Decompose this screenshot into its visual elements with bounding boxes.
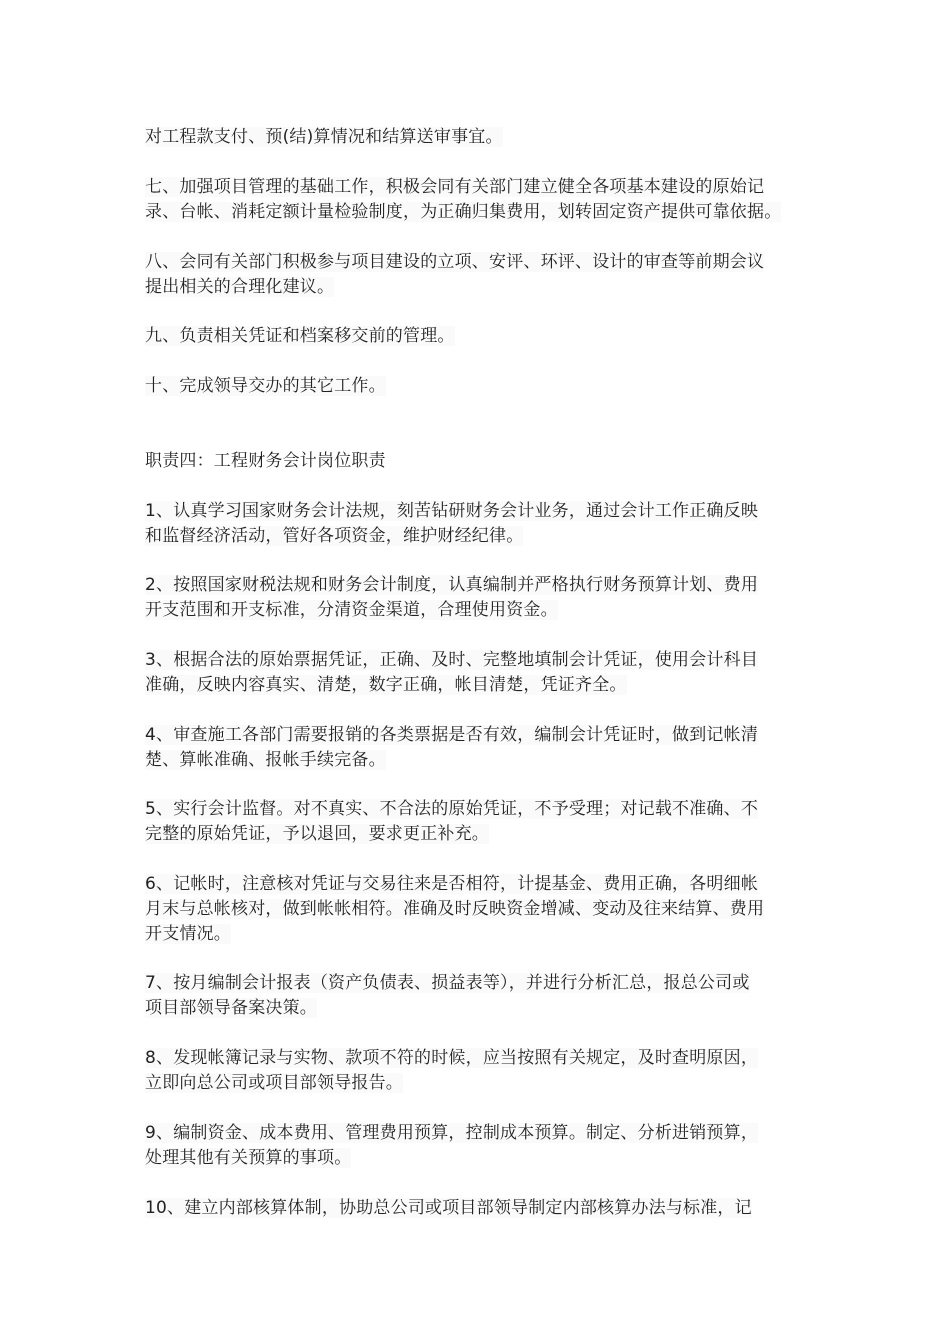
- text-line: 月末与总帐核对，做到帐帐相符。准确及时反映资金增减、变动及往来结算、费用: [145, 899, 765, 919]
- text-line: 十、完成领导交办的其它工作。: [145, 376, 386, 396]
- text-line: 八、会同有关部门积极参与项目建设的立项、安评、环评、设计的审查等前期会议: [145, 252, 765, 272]
- paragraph-top-1: [145, 175, 781, 225]
- paragraph-top-0: [145, 125, 503, 150]
- text-line: 3、根据合法的原始票据凭证，正确、及时、完整地填制会计凭证，使用会计科目: [145, 650, 759, 670]
- text-line: 立即向总公司或项目部领导报告。: [145, 1073, 403, 1093]
- text-line: 9、编制资金、成本费用、管理费用预算，控制成本预算。制定、分析进销预算，: [145, 1123, 759, 1143]
- text-line: 8、发现帐簿记录与实物、款项不符的时候，应当按照有关规定，及时查明原因，: [145, 1048, 759, 1068]
- paragraph-bottom-7: [145, 1046, 758, 1096]
- paragraph-bottom-3: [145, 723, 758, 773]
- text-line: 1、认真学习国家财务会计法规，刻苦钻研财务会计业务，通过会计工作正确反映: [145, 501, 759, 521]
- text-line: 楚、算帐准确、报帐手续完备。: [145, 750, 386, 770]
- text-line: 完整的原始凭证，予以退回，要求更正补充。: [145, 824, 489, 844]
- text-line: 6、记帐时，注意核对凭证与交易往来是否相符，计提基金、费用正确，各明细帐: [145, 874, 759, 894]
- paragraph-bottom-0: [145, 499, 758, 549]
- text-line: 开支范围和开支标准，分清资金渠道，合理使用资金。: [145, 600, 558, 620]
- text-line: 项目部领导备案决策。: [145, 998, 317, 1018]
- text-line: 处理其他有关预算的事项。: [145, 1148, 352, 1168]
- text-line: 4、审查施工各部门需要报销的各类票据是否有效，编制会计凭证时，做到记帐清: [145, 725, 759, 745]
- text-line: 7、按月编制会计报表（资产负债表、损益表等），并进行分析汇总，报总公司或: [145, 973, 750, 993]
- text-line: 2、按照国家财税法规和财务会计制度，认真编制并严格执行财务预算计划、费用: [145, 575, 759, 595]
- paragraph-bottom-1: [145, 573, 758, 623]
- text-line: 10、建立内部核算体制，协助总公司或项目部领导制定内部核算办法与标准，记: [145, 1198, 752, 1218]
- text-line: 对工程款支付、预(结)算情况和结算送审事宜。: [145, 127, 503, 147]
- text-line: 5、实行会计监督。对不真实、不合法的原始凭证，不予受理；对记载不准确、不: [145, 799, 759, 819]
- paragraph-top-4: [145, 374, 386, 399]
- text-line: 九、负责相关凭证和档案移交前的管理。: [145, 326, 455, 346]
- text-line: 录、台帐、消耗定额计量检验制度，为正确归集费用，划转固定资产提供可靠依据。: [145, 202, 782, 222]
- text-line: 准确，反映内容真实、清楚，数字正确，帐目清楚，凭证齐全。: [145, 675, 627, 695]
- paragraph-top-2: [145, 250, 764, 300]
- paragraph-bottom-4: [145, 797, 758, 847]
- text-line: 提出相关的合理化建议。: [145, 277, 335, 297]
- paragraph-top-3: [145, 324, 455, 349]
- text-line: 开支情况。: [145, 924, 231, 944]
- paragraph-bottom-9: [145, 1196, 752, 1221]
- paragraph-bottom-8: [145, 1121, 758, 1171]
- text-line: 和监督经济活动，管好各项资金，维护财经纪律。: [145, 526, 524, 546]
- paragraph-bottom-5: [145, 872, 764, 947]
- paragraph-bottom-6: [145, 971, 750, 1021]
- text-line: 七、加强项目管理的基础工作，积极会同有关部门建立健全各项基本建设的原始记: [145, 177, 765, 197]
- section-title: 职责四：工程财务会计岗位职责: [145, 451, 386, 471]
- paragraph-bottom-2: [145, 648, 758, 698]
